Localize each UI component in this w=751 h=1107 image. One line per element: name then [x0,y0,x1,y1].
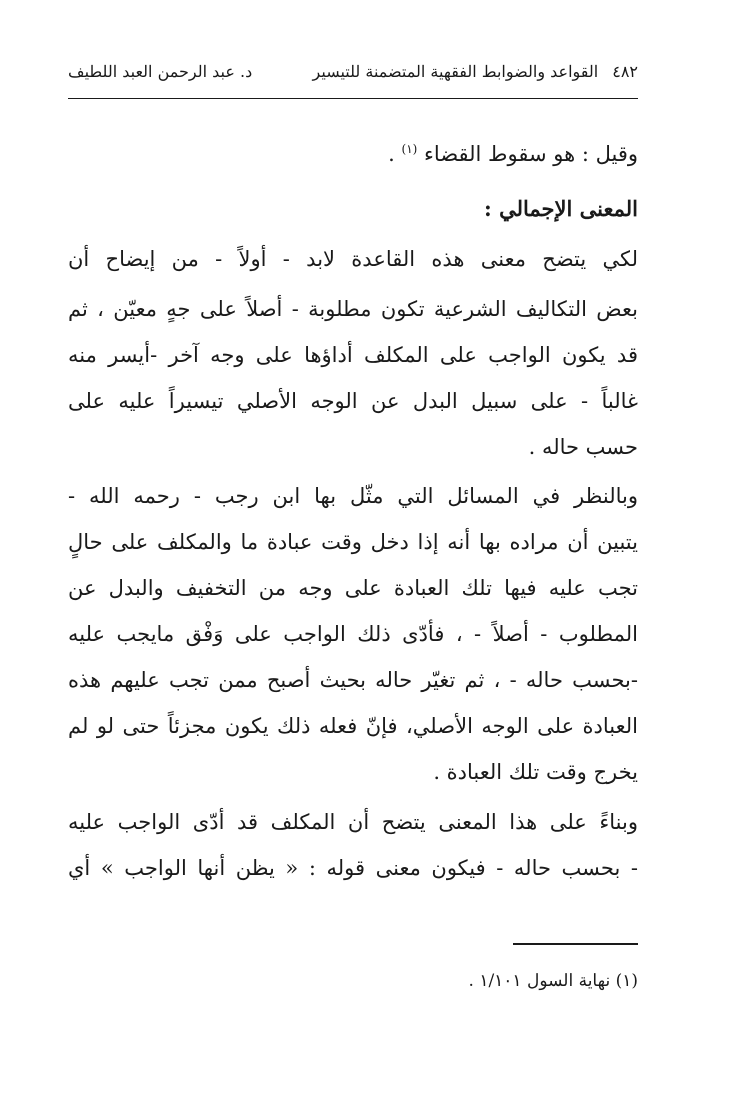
line-1-period: . [388,142,395,166]
body-line: حسب حاله . [528,435,638,459]
body-line: يخرج وقت تلك العبادة . [433,760,638,784]
body-line: المطلوب - أصلاً - ، فأدّى ذلك الواجب على وَفْق مايجب عليه [68,622,638,646]
body-line: العبادة على الوجه الأصلي، فإنّ فعله ذلك يكون مجزئاً حتى لو لم [68,714,638,738]
body-line: وبالنظر في المسائل التي مثّل بها ابن رجب - رحمه الله - [68,484,638,508]
body-line: - بحسب حاله - فيكون معنى قوله : « يظن أنها الواجب » أي [68,856,638,880]
header-divider [68,98,638,99]
author-name: د. عبد الرحمن العبد اللطيف [68,62,253,81]
body-line: وبناءً على هذا المعنى يتضح أن المكلف قد أدّى الواجب عليه [68,810,638,834]
body-line: يتبين أن مراده بها أنه إذا دخل وقت عبادة ما والمكلف على حالٍ [68,530,638,554]
body-line: غالباً - على سبيل البدل عن الوجه الأصلي تيسيراً عليه على [68,389,638,413]
body-line: -بحسب حاله - ، ثم تغيّر حاله بحيث أصبح ممن تجب عليهم هذه [68,668,638,692]
page-number: ٤٨٢ [612,62,638,81]
body-line: بعض التكاليف الشرعية تكون مطلوبة - أصلاً على جهٍ معيّن ، ثم [68,297,638,321]
body-line: لكي يتضح معنى هذه القاعدة لابد - أولاً - من إيضاح أن [68,247,638,271]
section-heading: المعنى الإجمالي : [484,196,638,221]
footnote-reference: (١) [401,142,418,156]
text-line-1 [68,135,638,173]
header-right-group [313,62,638,81]
running-header [68,62,638,92]
book-title: القواعد والضوابط الفقهية المتضمنة للتيسير [312,62,599,81]
body-line: تجب عليه فيها تلك العبادة على وجه من التخفيف والبدل عن [68,576,638,600]
footnote-divider [513,943,638,945]
body-line: قد يكون الواجب على المكلف أداؤها على وجه آخر -أيسر منه [68,343,638,367]
line-1-text: وقيل : هو سقوط القضاء [424,142,638,166]
footnote: (١) نهاية السول ١/١٠١ . [468,971,638,991]
